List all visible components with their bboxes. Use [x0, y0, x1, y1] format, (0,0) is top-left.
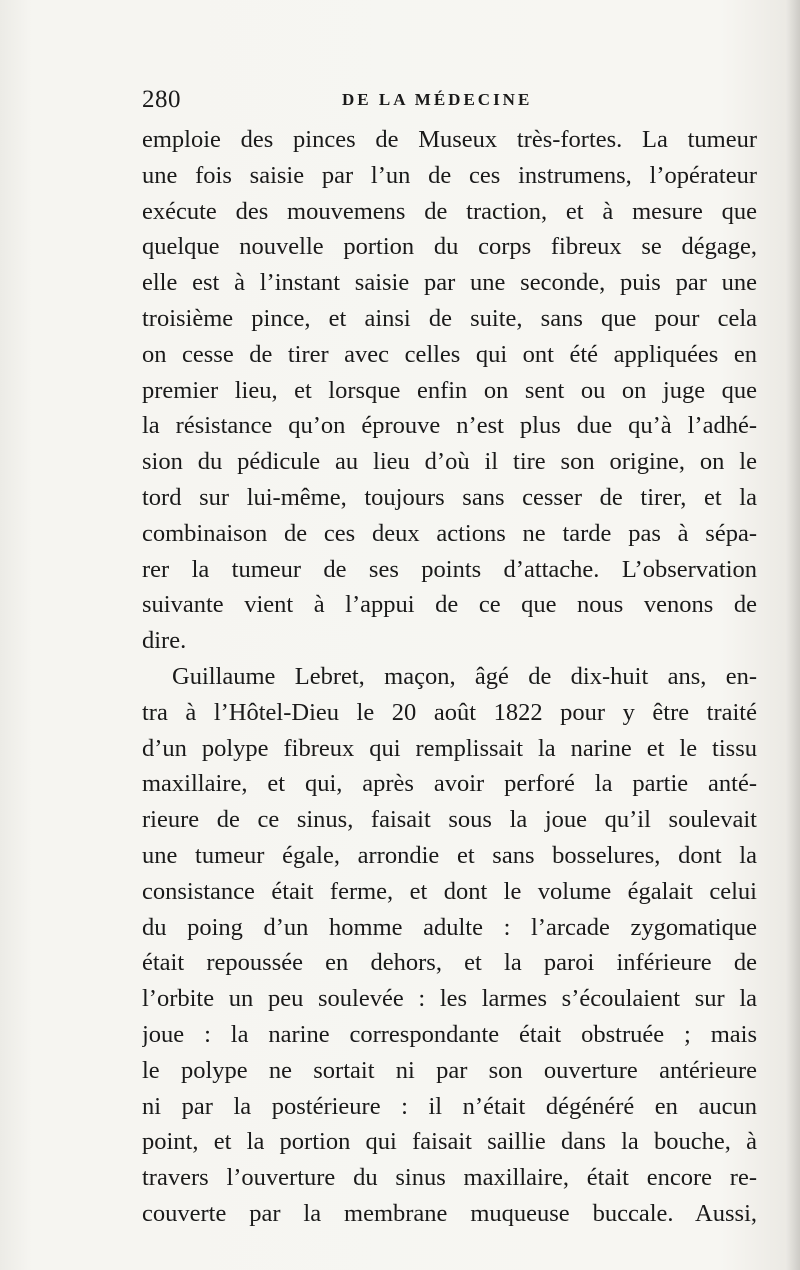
- text-line: ni par la postérieure : il n’était dégénéré en aucun: [142, 1092, 757, 1120]
- text-line: était repoussée en dehors, et la paroi inférieure de: [142, 949, 757, 977]
- text-line: exécute des mouvemens de traction, et à mesure que: [142, 197, 757, 225]
- page-number: 280: [142, 86, 181, 113]
- text-line: du poing d’un homme adulte : l’arcade zygomatique: [142, 913, 757, 941]
- text-line: consistance était ferme, et dont le volume égalait celui: [142, 877, 757, 905]
- text-line: on cesse de tirer avec celles qui ont été appliquées en: [142, 340, 757, 368]
- page-edge-shadow: [786, 0, 800, 1270]
- text-line: une fois saisie par l’un de ces instrumens, l’opérateur: [142, 161, 757, 189]
- text-line: Guillaume Lebret, maçon, âgé de dix-huit ans, en-: [172, 662, 757, 690]
- text-line: tra à l’Hôtel-Dieu le 20 août 1822 pour y être traité: [142, 698, 757, 726]
- text-line: rer la tumeur de ses points d’attache. L’observation: [142, 555, 757, 583]
- text-line: rieure de ce sinus, faisait sous la joue qu’il soulevait: [142, 806, 757, 834]
- text-line: sion du pédicule au lieu d’où il tire son origine, on le: [142, 448, 757, 476]
- text-line: elle est à l’instant saisie par une seconde, puis par une: [142, 269, 757, 297]
- text-line: dire.: [142, 627, 187, 655]
- text-line: la résistance qu’on éprouve n’est plus due qu’à l’adhé-: [142, 412, 757, 440]
- text-line: joue : la narine correspondante était obstruée ; mais: [142, 1020, 757, 1048]
- text-line: tord sur lui-même, toujours sans cesser de tirer, et la: [142, 483, 757, 511]
- text-line: l’orbite un peu soulevée : les larmes s’écoulaient sur la: [142, 985, 757, 1013]
- text-line: maxillaire, et qui, après avoir perforé la partie anté-: [142, 770, 757, 798]
- text-line: combinaison de ces deux actions ne tarde pas à sépa-: [142, 519, 757, 547]
- body-text: [142, 122, 757, 1232]
- text-line: travers l’ouverture du sinus maxillaire, était encore re-: [142, 1164, 757, 1192]
- page-header: [142, 86, 762, 116]
- text-line: une tumeur égale, arrondie et sans bosselures, dont la: [142, 841, 757, 869]
- text-line: suivante vient à l’appui de ce que nous venons de: [142, 591, 757, 619]
- text-line: point, et la portion qui faisait saillie dans la bouche, à: [142, 1128, 757, 1156]
- text-line: quelque nouvelle portion du corps fibreux se dégage,: [142, 233, 757, 261]
- text-line: couverte par la membrane muqueuse buccale. Aussi,: [142, 1199, 757, 1227]
- text-line: emploie des pinces de Museux très-fortes. La tumeur: [142, 126, 757, 153]
- text-line: d’un polype fibreux qui remplissait la narine et le tissu: [142, 734, 757, 762]
- text-line: troisième pince, et ainsi de suite, sans que pour cela: [142, 304, 757, 332]
- running-head: DE LA MÉDECINE: [342, 90, 533, 109]
- text-line: le polype ne sortait ni par son ouverture antérieure: [142, 1056, 757, 1084]
- text-line: premier lieu, et lorsque enfin on sent ou on juge que: [142, 376, 757, 404]
